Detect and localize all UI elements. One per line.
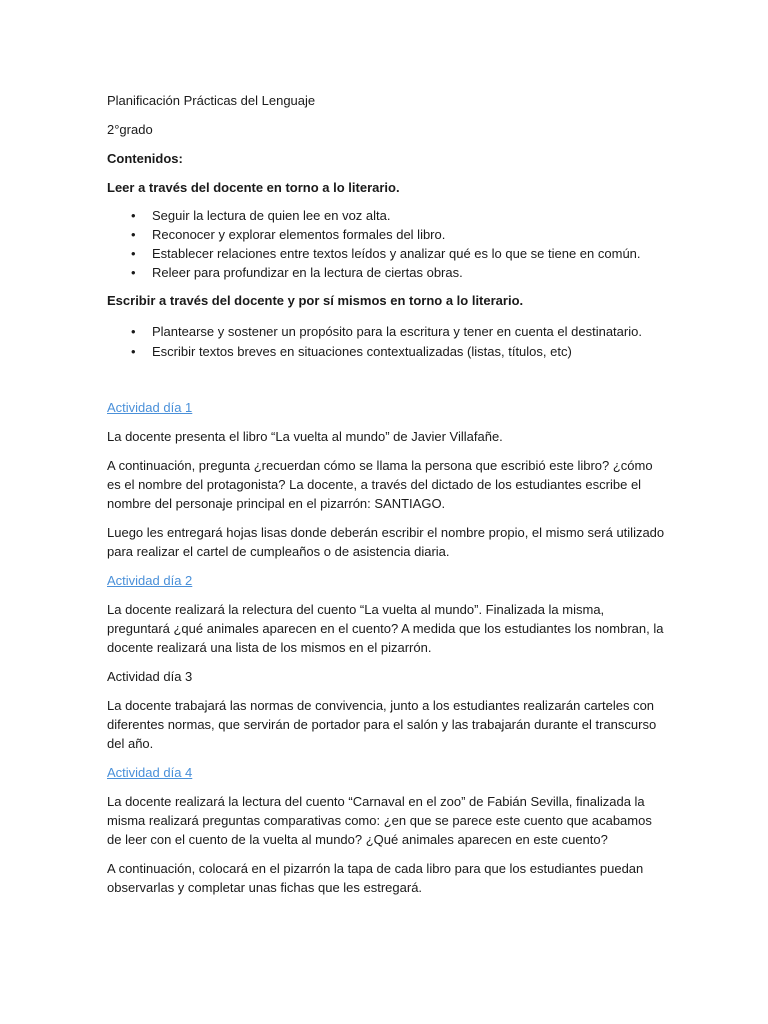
activity-day2-link[interactable]: Actividad día 2 — [107, 573, 193, 588]
list-item-text: Reconocer y explorar elementos formales del libro. — [152, 227, 446, 242]
list-item — [107, 322, 668, 341]
list-item-text: Establecer relaciones entre textos leídos y analizar qué es lo que se tiene en común. — [152, 246, 641, 261]
activity-day1-paragraph: Luego les entregará hojas lisas donde deberán escribir el nombre propio, el mismo será utilizado para realizar el cartel de cumpleaños o de asistencia diaria. — [107, 525, 665, 559]
list-item-text: Plantearse y sostener un propósito para la escritura y tener en cuenta el destinatario. — [152, 324, 642, 339]
document-title: Planificación Prácticas del Lenguaje — [107, 93, 316, 108]
bullet-icon: • — [131, 265, 136, 280]
section-writing-heading: Escribir a través del docente y por sí mismos en torno a lo literario. — [107, 293, 524, 308]
bullet-icon: • — [131, 246, 136, 261]
list-item — [107, 342, 668, 361]
bullet-icon: • — [131, 324, 136, 339]
list-item — [107, 206, 668, 225]
list-item-text: Escribir textos breves en situaciones contextualizadas (listas, títulos, etc) — [152, 344, 572, 359]
list-item-text: Releer para profundizar en la lectura de ciertas obras. — [152, 265, 463, 280]
reading-bullet-list — [107, 206, 668, 282]
activity-day4-link[interactable]: Actividad día 4 — [107, 765, 193, 780]
bullet-icon: • — [131, 208, 136, 223]
writing-bullet-list — [107, 322, 668, 361]
list-item — [107, 225, 668, 244]
list-item — [107, 244, 668, 263]
list-item — [107, 263, 668, 282]
bullet-icon: • — [131, 344, 136, 359]
activity-day4-paragraph: La docente realizará la lectura del cuento “Carnaval en el zoo” de Fabián Sevilla, finalizada la misma realizará preguntas comparativas como: ¿en que se parece este cuento que acabamos de leer con el cuento de la vuelta al mundo? ¿Qué animales aparecen en este cuento? — [107, 794, 652, 847]
spacer — [107, 370, 668, 398]
bullet-icon: • — [131, 227, 136, 242]
activity-day2-paragraph: La docente realizará la relectura del cuento “La vuelta al mundo”. Finalizada la misma, preguntará ¿qué animales aparecen en el cuento? A medida que los estudiantes los nombran, la docente realizará una lista de los mismos en el pizarrón. — [107, 602, 664, 655]
contents-label: Contenidos: — [107, 151, 183, 166]
activity-day4-paragraph: A continuación, colocará en el pizarrón la tapa de cada libro para que los estudiantes puedan observarlas y completar unas fichas que les estregará. — [107, 861, 644, 895]
activity-day3-title: Actividad día 3 — [107, 669, 193, 684]
activity-day3-paragraph: La docente trabajará las normas de convivencia, junto a los estudiantes realizarán carteles con diferentes normas, que servirán de portador para el salón y las trabajarán durante el transcurso del año. — [107, 698, 657, 751]
activity-day1-link[interactable]: Actividad día 1 — [107, 400, 193, 415]
list-item-text: Seguir la lectura de quien lee en voz alta. — [152, 208, 391, 223]
section-reading-heading: Leer a través del docente en torno a lo literario. — [107, 180, 400, 195]
activity-day1-paragraph: A continuación, pregunta ¿recuerdan cómo se llama la persona que escribió este libro? ¿cómo es el nombre del protagonista? La docente, a través del dictado de los estudiantes escribe el nombre del personaje principal en el pizarrón: SANTIAGO. — [107, 458, 653, 511]
grade-label: 2°grado — [107, 122, 153, 137]
activity-day1-paragraph: La docente presenta el libro “La vuelta al mundo” de Javier Villafañe. — [107, 429, 503, 444]
